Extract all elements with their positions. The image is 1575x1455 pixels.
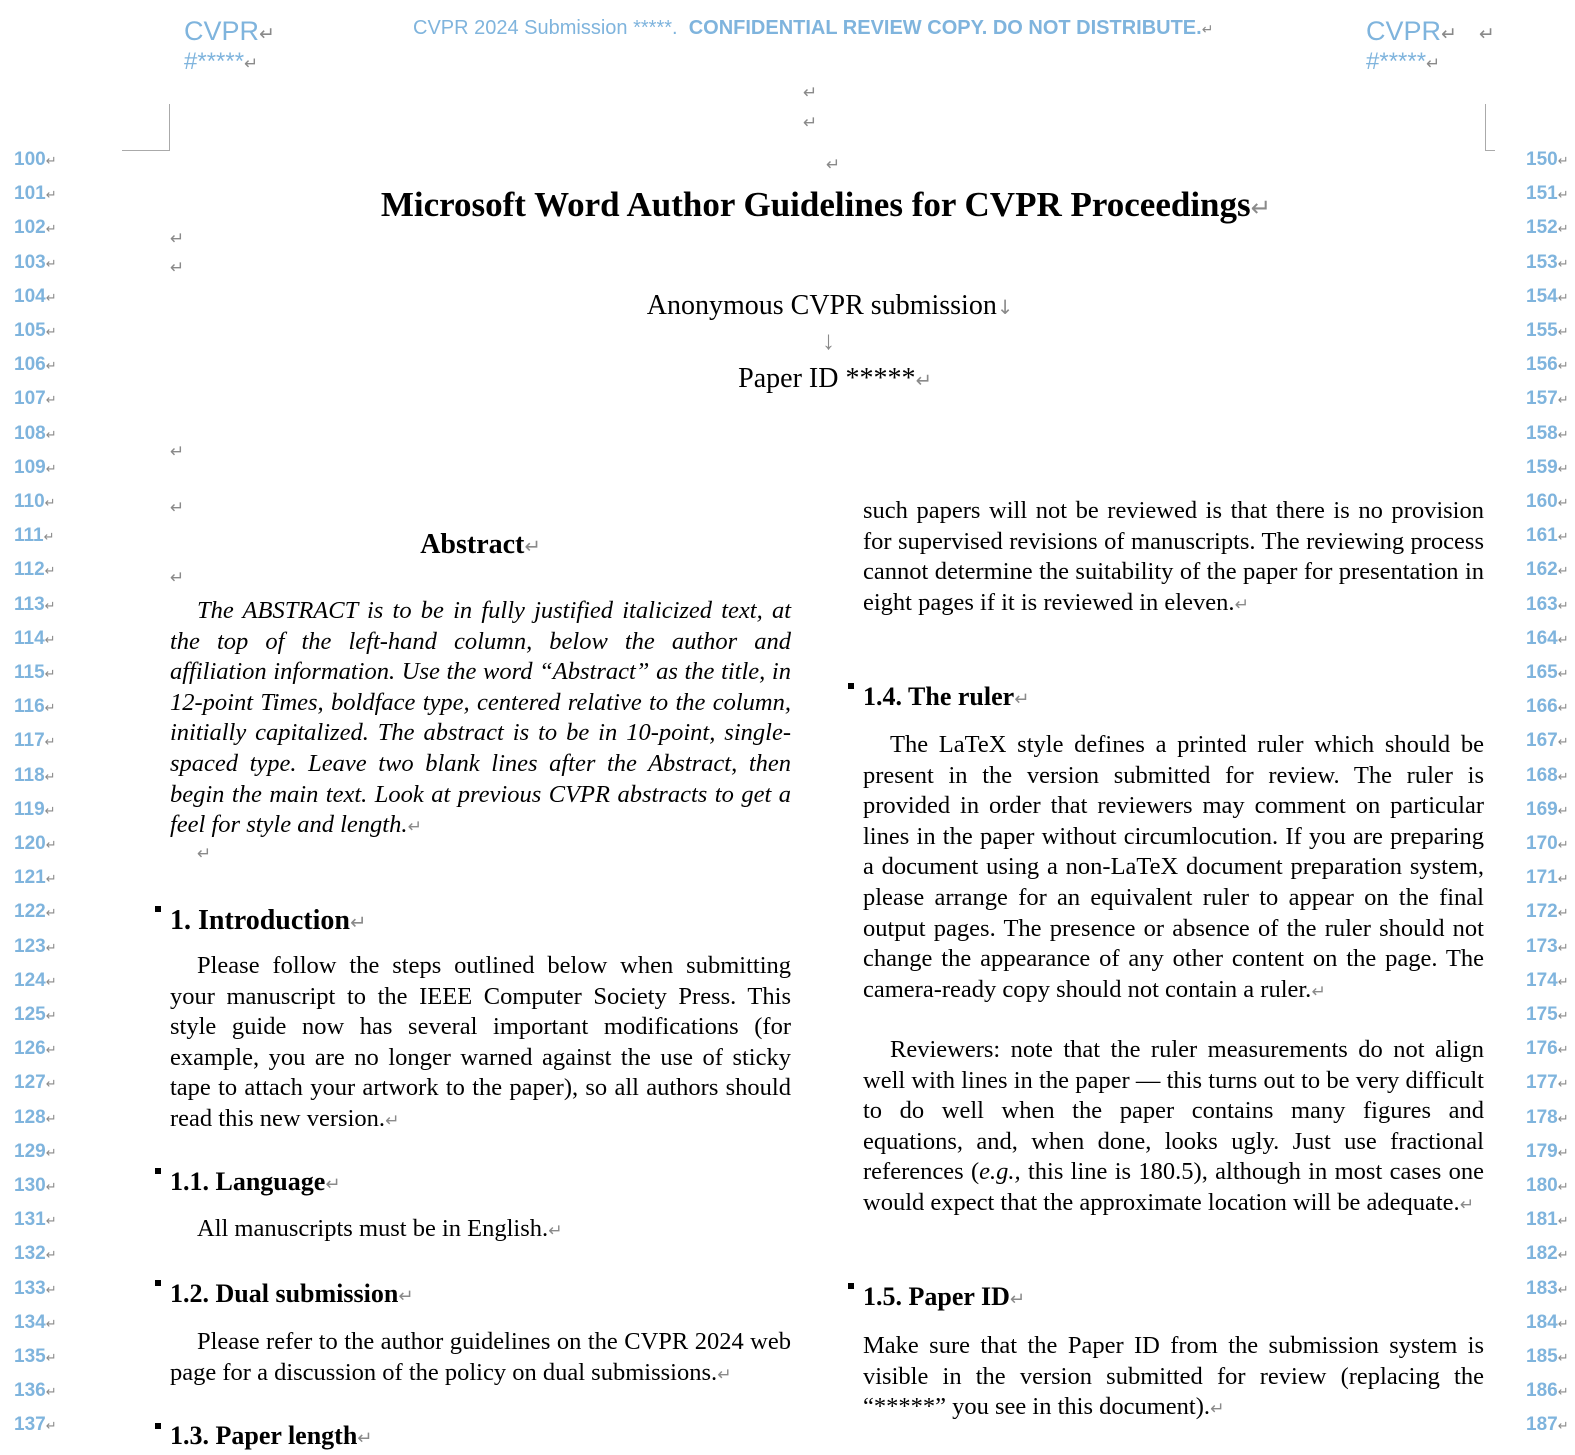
- line-number-text: 152: [1526, 217, 1558, 239]
- line-number-text: 114: [14, 627, 45, 649]
- line-number: 134↵: [14, 1311, 57, 1333]
- line-number: 135↵: [14, 1346, 57, 1367]
- line-number: 152↵: [1526, 217, 1569, 239]
- line-number: 156↵: [1526, 354, 1569, 376]
- line-number: 164↵: [1526, 627, 1569, 649]
- line-number-text: 113: [14, 593, 45, 615]
- line-number: 160↵: [1526, 491, 1569, 512]
- paragraph-mark: ↵: [170, 229, 185, 249]
- line-number: 129↵: [14, 1140, 57, 1162]
- section-heading-paper-length: 1.3. Paper length↵: [170, 1421, 373, 1450]
- line-number-text: 110: [14, 491, 45, 512]
- line-number-text: 164: [1526, 627, 1558, 649]
- paragraph-mark: ↵: [197, 844, 212, 864]
- line-number-text: 105: [14, 320, 46, 341]
- line-break-mark: ↓: [822, 326, 835, 355]
- line-number-text: 133: [14, 1277, 46, 1299]
- line-number: 105↵: [14, 320, 57, 341]
- header-left-paper-id: #*****↵: [184, 48, 259, 75]
- line-number: 114↵: [14, 627, 56, 649]
- line-number: 120↵: [14, 833, 57, 854]
- line-number: 136↵: [14, 1380, 57, 1402]
- heading-bullet: [155, 1168, 161, 1174]
- line-number-text: 108: [14, 422, 46, 444]
- line-number-text: 101: [14, 183, 46, 205]
- line-number-text: 168: [1526, 764, 1558, 786]
- line-number: 155↵: [1526, 320, 1569, 341]
- line-number: 169↵: [1526, 798, 1569, 820]
- line-number: 128↵: [14, 1106, 57, 1128]
- heading-bullet: [848, 683, 854, 689]
- line-number: 126↵: [14, 1038, 57, 1060]
- line-number-text: 174: [1526, 969, 1558, 991]
- paragraph-mark: ↵: [170, 258, 185, 278]
- line-number-text: 120: [14, 833, 46, 854]
- line-number: 178↵: [1526, 1106, 1569, 1128]
- line-number: 150↵: [1526, 149, 1569, 170]
- continued-text: such papers will not be reviewed is that there is no provision for supervised revisions of manuscripts. The reviewing process cannot determine the suitability of the paper for presentation in eight pages if it is reviewed in eleven.↵: [863, 497, 1484, 616]
- line-number-text: 104: [14, 285, 46, 307]
- line-number-text: 186: [1526, 1380, 1558, 1402]
- header-center-banner: CVPR 2024 Submission *****. CONFIDENTIAL REVIEW COPY. DO NOT DISTRIBUTE.↵: [413, 17, 1214, 39]
- line-number-text: 127: [14, 1072, 46, 1094]
- header-confidential-text: CONFIDENTIAL REVIEW COPY. DO NOT DISTRIBUTE.: [688, 17, 1202, 39]
- line-number-text: 135: [14, 1346, 46, 1367]
- line-number-text: 156: [1526, 354, 1558, 376]
- line-number: 166↵: [1526, 696, 1569, 718]
- heading-bullet: [155, 906, 161, 912]
- line-number-text: 167: [1526, 730, 1558, 752]
- line-number-text: 117: [14, 730, 45, 752]
- line-number: 104↵: [14, 285, 57, 307]
- line-number: 118↵: [14, 764, 56, 786]
- line-number: 177↵: [1526, 1072, 1569, 1094]
- line-number-text: 166: [1526, 696, 1558, 718]
- line-number: 159↵: [1526, 456, 1569, 478]
- line-number-text: 169: [1526, 798, 1558, 820]
- line-number: 187↵: [1526, 1414, 1569, 1436]
- line-number-text: 130: [14, 1175, 46, 1196]
- line-number-text: 103: [14, 251, 46, 273]
- line-number: 163↵: [1526, 593, 1569, 615]
- line-number: 175↵: [1526, 1004, 1569, 1025]
- header-right-conference: CVPR↵ ↵: [1366, 16, 1495, 46]
- margin-corner-left: [122, 104, 170, 151]
- line-number: 121↵: [14, 867, 57, 889]
- introduction-text: Please follow the steps outlined below when submitting your manuscript to the IEEE Computer Society Press. This style guide now has several important modifications (for example, you are no longer warned against the use of sticky tape to attach your artwork to the paper), so all authors should read this new version.↵: [170, 952, 791, 1132]
- line-number: 133↵: [14, 1277, 57, 1299]
- line-number-text: 106: [14, 354, 46, 376]
- line-number: 131↵: [14, 1209, 57, 1231]
- line-number-text: 163: [1526, 593, 1558, 615]
- line-number: 176↵: [1526, 1038, 1569, 1060]
- line-number-text: 180: [1526, 1175, 1558, 1196]
- line-number-text: 125: [14, 1004, 46, 1025]
- line-number-text: 116: [14, 696, 45, 718]
- line-number: 110↵: [14, 491, 56, 512]
- line-number: 106↵: [14, 354, 57, 376]
- line-number: 173↵: [1526, 935, 1569, 957]
- line-number-text: 132: [14, 1243, 46, 1265]
- header-submission-text: CVPR 2024 Submission *****.: [413, 17, 678, 39]
- line-number: 165↵: [1526, 662, 1569, 683]
- line-number: 130↵: [14, 1175, 57, 1196]
- line-number-text: 112: [14, 559, 45, 581]
- paragraph-mark: ↵: [170, 568, 185, 588]
- line-number-text: 183: [1526, 1277, 1558, 1299]
- line-number-text: 131: [14, 1209, 46, 1231]
- line-number-text: 172: [1526, 901, 1558, 923]
- line-number: 103↵: [14, 251, 57, 273]
- line-number-text: 170: [1526, 833, 1558, 854]
- line-number-text: 177: [1526, 1072, 1558, 1094]
- line-number-text: 153: [1526, 251, 1558, 273]
- line-number-text: 122: [14, 901, 46, 923]
- line-number-text: 129: [14, 1140, 46, 1162]
- line-number: 182↵: [1526, 1243, 1569, 1265]
- line-number: 183↵: [1526, 1277, 1569, 1299]
- line-number: 112↵: [14, 559, 56, 581]
- line-number-text: 178: [1526, 1106, 1558, 1128]
- line-number-text: 102: [14, 217, 46, 239]
- paper-id-text: Make sure that the Paper ID from the submission system is visible in the version submitted for review (replacing the “*****” you see in this document).↵: [863, 1332, 1484, 1421]
- line-number-text: 150: [1526, 149, 1558, 170]
- line-number-text: 160: [1526, 491, 1558, 512]
- line-number-text: 182: [1526, 1243, 1558, 1265]
- paper-title: Microsoft Word Author Guidelines for CVPR Proceedings↵: [380, 185, 1272, 224]
- line-number-text: 162: [1526, 559, 1558, 581]
- line-number-text: 128: [14, 1106, 46, 1128]
- line-number: 119↵: [14, 798, 56, 820]
- header-right-paper-id: #*****↵: [1366, 48, 1441, 75]
- line-number-text: 121: [14, 867, 46, 889]
- line-number-text: 179: [1526, 1140, 1558, 1162]
- line-number: 109↵: [14, 456, 57, 478]
- language-text: All manuscripts must be in English.↵: [197, 1215, 563, 1242]
- line-number: 124↵: [14, 969, 57, 991]
- line-number-text: 187: [1526, 1414, 1558, 1436]
- line-number: 151↵: [1526, 183, 1569, 205]
- line-number-text: 155: [1526, 320, 1558, 341]
- line-number: 157↵: [1526, 388, 1569, 410]
- header-left-conference: CVPR↵: [184, 16, 275, 46]
- line-number-text: 111: [14, 525, 44, 547]
- line-number: 125↵: [14, 1004, 57, 1025]
- author-line: Anonymous CVPR submission↓: [646, 290, 1014, 321]
- line-number: 102↵: [14, 217, 57, 239]
- paragraph-mark: ↵: [170, 442, 185, 462]
- paragraph-mark: ↵: [803, 113, 818, 133]
- line-number-text: 126: [14, 1038, 46, 1060]
- line-number: 127↵: [14, 1072, 57, 1094]
- line-number: 137↵: [14, 1414, 57, 1436]
- line-number: 179↵: [1526, 1140, 1569, 1162]
- line-number-text: 173: [1526, 935, 1558, 957]
- line-number-text: 157: [1526, 388, 1558, 410]
- line-number: 153↵: [1526, 251, 1569, 273]
- line-number-text: 118: [14, 764, 45, 786]
- line-number: 186↵: [1526, 1380, 1569, 1402]
- line-number: 172↵: [1526, 901, 1569, 923]
- line-number: 113↵: [14, 593, 56, 615]
- line-number-text: 137: [14, 1414, 46, 1436]
- line-number: 185↵: [1526, 1346, 1569, 1367]
- abstract-heading: Abstract↵: [420, 529, 541, 560]
- line-number-text: 176: [1526, 1038, 1558, 1060]
- section-heading-introduction: 1. Introduction↵: [170, 905, 367, 936]
- line-number: 170↵: [1526, 833, 1569, 854]
- line-number: 167↵: [1526, 730, 1569, 752]
- line-number-text: 158: [1526, 422, 1558, 444]
- line-number-text: 159: [1526, 456, 1558, 478]
- dual-submission-text: Please refer to the author guidelines on the CVPR 2024 web page for a discussion of the policy on dual submissions.↵: [170, 1328, 791, 1386]
- reviewers-text: Reviewers: note that the ruler measurements do not align well with lines in the paper — this turns out to be very difficult to do well when the paper contains many figures and equations, and, when done, looks ugly. Just use fractional references (e.g., this line is 180.5), although in most cases one would expect that the approximate location will be adequate.↵: [863, 1036, 1484, 1216]
- heading-bullet: [155, 1280, 161, 1286]
- line-number-text: 171: [1526, 867, 1558, 889]
- line-number-text: 136: [14, 1380, 46, 1402]
- line-number: 111↵: [14, 525, 55, 547]
- abstract-text: The ABSTRACT is to be in fully justified italicized text, at the top of the left-hand column, below the author and affiliation information. Use the word “Abstract” as the title, in 12-point Times, boldface type, centered relative to the column, initially capitalized. The abstract is to be in 10-point, single-spaced type. Leave two blank lines after the Abstract, then begin the main text. Look at previous CVPR abstracts to get a feel for style and length.↵: [170, 597, 791, 839]
- line-number: 184↵: [1526, 1311, 1569, 1333]
- section-heading-dual-submission: 1.2. Dual submission↵: [170, 1279, 414, 1308]
- line-number: 107↵: [14, 388, 57, 410]
- line-number: 158↵: [1526, 422, 1569, 444]
- line-number: 154↵: [1526, 285, 1569, 307]
- line-number-text: 175: [1526, 1004, 1558, 1025]
- line-number: 115↵: [14, 662, 56, 683]
- line-number: 168↵: [1526, 764, 1569, 786]
- line-number: 108↵: [14, 422, 57, 444]
- line-number: 174↵: [1526, 969, 1569, 991]
- line-number: 132↵: [14, 1243, 57, 1265]
- line-number: 101↵: [14, 183, 57, 205]
- line-number-text: 154: [1526, 285, 1558, 307]
- line-number-text: 124: [14, 969, 46, 991]
- heading-bullet: [155, 1423, 161, 1429]
- section-heading-ruler: 1.4. The ruler↵: [863, 682, 1030, 711]
- line-number: 171↵: [1526, 867, 1569, 889]
- line-number-text: 107: [14, 388, 46, 410]
- paragraph-mark: ↵: [803, 83, 818, 103]
- line-number: 117↵: [14, 730, 56, 752]
- line-number-text: 184: [1526, 1311, 1558, 1333]
- line-number-text: 185: [1526, 1346, 1558, 1367]
- line-number: 116↵: [14, 696, 56, 718]
- line-number-text: 100: [14, 149, 46, 170]
- line-number: 123↵: [14, 935, 57, 957]
- paragraph-mark: ↵: [826, 155, 841, 175]
- line-number-text: 151: [1526, 183, 1558, 205]
- line-number: 161↵: [1526, 525, 1569, 547]
- line-number-text: 134: [14, 1311, 46, 1333]
- section-heading-language: 1.1. Language↵: [170, 1167, 341, 1196]
- heading-bullet: [848, 1283, 854, 1289]
- line-number-text: 181: [1526, 1209, 1558, 1231]
- paragraph-mark: ↵: [170, 498, 185, 518]
- line-number-text: 115: [14, 662, 45, 683]
- margin-corner-right: [1485, 104, 1495, 151]
- ruler-text: The LaTeX style defines a printed ruler which should be present in the version submitted for review. The ruler is provided in order that reviewers may comment on particular lines in the paper without circumlocution. If you are preparing a document using a non-LaTeX document preparation system, please arrange for an equivalent ruler to appear on the final output pages. The presence or absence of the ruler should not change the appearance of any other content on the page. The camera-ready copy should not contain a ruler.↵: [863, 731, 1484, 1003]
- line-number: 180↵: [1526, 1175, 1569, 1196]
- section-heading-paper-id: 1.5. Paper ID↵: [863, 1282, 1026, 1311]
- line-number-text: 161: [1526, 525, 1558, 547]
- line-number: 162↵: [1526, 559, 1569, 581]
- line-number-text: 109: [14, 456, 46, 478]
- paper-id-line: Paper ID *****↵: [738, 363, 932, 394]
- line-number: 181↵: [1526, 1209, 1569, 1231]
- line-number: 100↵: [14, 149, 57, 170]
- line-number-text: 123: [14, 935, 46, 957]
- line-number: 122↵: [14, 901, 57, 923]
- line-number-text: 165: [1526, 662, 1558, 683]
- line-number-text: 119: [14, 798, 45, 820]
